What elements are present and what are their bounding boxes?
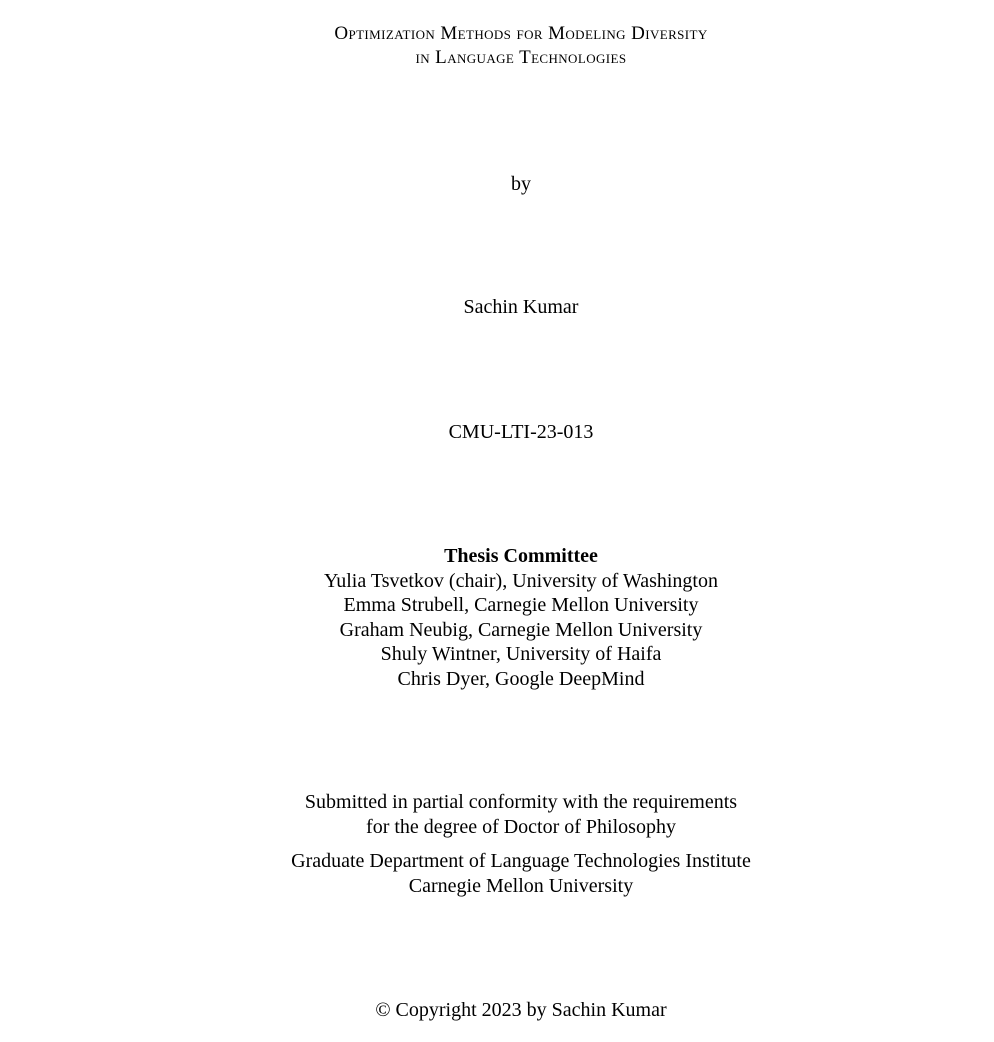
committee-member: Emma Strubell, Carnegie Mellon University (343, 594, 699, 617)
by-label: by (511, 173, 531, 195)
committee-member: Graham Neubig, Carnegie Mellon University (339, 618, 703, 641)
committee-member: Shuly Wintner, University of Haifa (380, 643, 662, 666)
submission-line-1: Submitted in partial conformity with the requirements (304, 791, 738, 813)
thesis-committee (221, 544, 821, 692)
department-affiliation (221, 849, 821, 898)
committee-member: Chris Dyer, Google DeepMind (397, 667, 645, 690)
report-id: CMU-LTI-23-013 (448, 421, 594, 443)
department-line-2: Carnegie Mellon University (408, 874, 634, 897)
copyright-notice: © Copyright 2023 by Sachin Kumar (375, 999, 667, 1021)
thesis-title (221, 22, 821, 70)
submission-line-2: for the degree of Doctor of Philosophy (366, 815, 676, 838)
committee-member: Yulia Tsvetkov (chair), University of Washington (324, 569, 718, 592)
department-line-1: Graduate Department of Language Technologies Institute (291, 850, 751, 872)
committee-heading: Thesis Committee (444, 545, 598, 567)
submission-statement (221, 790, 821, 839)
thesis-title-line-2: in Language Technologies (415, 47, 627, 68)
author-name: Sachin Kumar (463, 296, 579, 318)
thesis-title-line-1: Optimization Methods for Modeling Diversity (334, 23, 708, 44)
